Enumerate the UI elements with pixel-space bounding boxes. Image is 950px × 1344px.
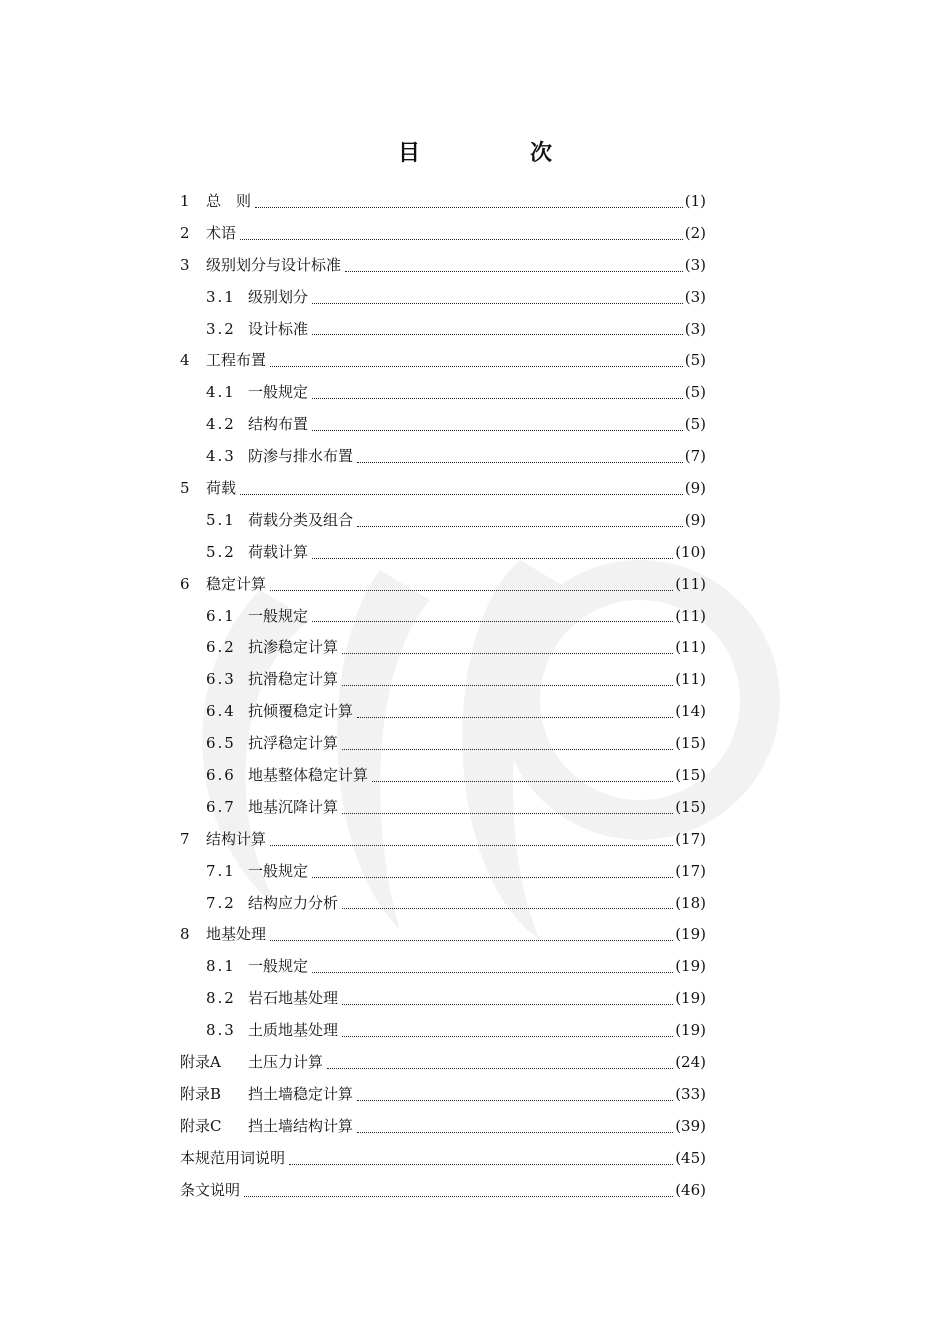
toc-entry-number: 6.1 bbox=[206, 606, 236, 625]
toc-entry-number: 5.1 bbox=[206, 510, 236, 529]
toc-entry-label: 挡土墙结构计算 bbox=[248, 1116, 354, 1135]
toc-leader-dots bbox=[312, 557, 673, 559]
toc-entry[interactable] bbox=[180, 441, 706, 473]
toc-entry[interactable] bbox=[180, 983, 706, 1015]
toc-entry[interactable] bbox=[180, 1015, 706, 1047]
toc-leader-dots bbox=[244, 1195, 673, 1197]
toc-entry-page: (7) bbox=[684, 447, 706, 466]
toc-entry[interactable] bbox=[180, 1111, 706, 1143]
toc-entry-page: (17) bbox=[675, 861, 706, 880]
toc-entry-page: (9) bbox=[684, 510, 706, 529]
toc-entry[interactable] bbox=[180, 186, 706, 218]
toc-entry-page: (11) bbox=[675, 670, 706, 689]
toc-entry-number: 5 bbox=[180, 479, 190, 497]
toc-entry[interactable] bbox=[180, 664, 706, 696]
toc-entry-label: 抗浮稳定计算 bbox=[248, 734, 339, 753]
toc-leader-dots bbox=[255, 206, 683, 208]
toc-entry-label: 荷载分类及组合 bbox=[248, 510, 354, 529]
toc-entry-page: (19) bbox=[675, 925, 706, 944]
toc-entry-page: (5) bbox=[684, 351, 706, 370]
toc-leader-dots bbox=[270, 365, 683, 367]
toc-leader-dots bbox=[240, 493, 683, 495]
toc-entry[interactable] bbox=[180, 537, 706, 569]
toc-entry-label: 结构布置 bbox=[248, 415, 309, 434]
toc-entry-number: 4.2 bbox=[206, 415, 236, 434]
toc-entry-page: (33) bbox=[675, 1084, 706, 1103]
toc-leader-dots bbox=[342, 684, 673, 686]
toc-entry-page: (11) bbox=[675, 574, 706, 593]
toc-leader-dots bbox=[342, 1035, 673, 1037]
toc-leader-dots bbox=[312, 429, 683, 431]
toc-entry-number: 6.5 bbox=[206, 734, 236, 753]
toc-entry-number: 附录C bbox=[180, 1116, 222, 1135]
toc-entry-label: 本规范用词说明 bbox=[180, 1148, 286, 1167]
toc-entry-page: (11) bbox=[675, 606, 706, 625]
toc-entry-number: 6 bbox=[180, 574, 190, 593]
toc-entry[interactable] bbox=[180, 314, 706, 346]
toc-leader-dots bbox=[342, 907, 673, 909]
toc-entry-label: 土压力计算 bbox=[248, 1053, 324, 1072]
toc-entry[interactable] bbox=[180, 569, 706, 601]
toc-entry[interactable] bbox=[180, 218, 706, 250]
toc-entry-number: 4 bbox=[180, 351, 190, 370]
toc-entry-label: 抗倾覆稳定计算 bbox=[248, 702, 354, 721]
toc-leader-dots bbox=[312, 876, 673, 878]
toc-leader-dots bbox=[357, 716, 673, 718]
toc-entry-number: 8.2 bbox=[206, 989, 236, 1008]
toc-entry-page: (45) bbox=[675, 1148, 706, 1167]
toc-leader-dots bbox=[345, 270, 683, 272]
toc-entry-page: (24) bbox=[675, 1053, 706, 1072]
toc-leader-dots bbox=[312, 397, 683, 399]
toc-entry-label: 结构应力分析 bbox=[248, 893, 339, 912]
toc-leader-dots bbox=[312, 620, 673, 622]
toc-leader-dots bbox=[357, 461, 683, 463]
toc-entry-label: 地基整体稳定计算 bbox=[248, 766, 369, 785]
toc-entry[interactable] bbox=[180, 1079, 706, 1111]
toc-entry-label: 岩石地基处理 bbox=[248, 989, 339, 1008]
toc-entry-number: 7.2 bbox=[206, 893, 236, 912]
toc-entry-label: 防渗与排水布置 bbox=[248, 447, 354, 466]
toc-entry-label: 土质地基处理 bbox=[248, 1021, 339, 1040]
toc-entry-page: (1) bbox=[684, 191, 706, 210]
toc-entry-number: 8.1 bbox=[206, 957, 236, 976]
toc-entry-number: 6.2 bbox=[206, 638, 236, 657]
toc-leader-dots bbox=[312, 971, 673, 973]
toc-entry-label: 地基处理 bbox=[206, 925, 267, 944]
toc-entry[interactable] bbox=[180, 632, 706, 664]
toc-entry[interactable] bbox=[180, 377, 706, 409]
toc-entry-label: 稳定计算 bbox=[206, 574, 267, 593]
toc-entry-number: 8 bbox=[180, 925, 190, 944]
toc-entry-number: 5.2 bbox=[206, 542, 236, 561]
toc-entry-page: (11) bbox=[675, 638, 706, 657]
toc-entry-number: 8.3 bbox=[206, 1021, 236, 1040]
toc-leader-dots bbox=[357, 525, 683, 527]
toc-entry-label: 抗渗稳定计算 bbox=[248, 638, 339, 657]
toc-leader-dots bbox=[342, 1003, 673, 1005]
toc-entry-page: (15) bbox=[675, 766, 706, 785]
toc-entry[interactable] bbox=[180, 856, 706, 888]
toc-entry-number: 4.3 bbox=[206, 447, 236, 466]
toc-entry-page: (2) bbox=[684, 223, 706, 242]
toc-entry[interactable] bbox=[180, 888, 706, 920]
toc-leader-dots bbox=[312, 333, 683, 335]
toc-entry-page: (10) bbox=[675, 542, 706, 561]
toc-leader-dots bbox=[342, 812, 673, 814]
toc-entry-number: 附录A bbox=[180, 1053, 221, 1072]
toc-entry-number: 7 bbox=[180, 829, 190, 848]
toc-entry[interactable] bbox=[180, 1143, 706, 1175]
toc-leader-dots bbox=[357, 1099, 673, 1101]
toc-entry-page: (3) bbox=[684, 255, 706, 274]
toc-entry-number: 3.2 bbox=[206, 319, 236, 338]
toc-entry-label: 挡土墙稳定计算 bbox=[248, 1084, 354, 1103]
toc-entry-number: 4.1 bbox=[206, 383, 236, 402]
toc-entry-number: 3.1 bbox=[206, 287, 236, 306]
toc-leader-dots bbox=[327, 1067, 673, 1069]
toc-entry[interactable] bbox=[180, 792, 706, 824]
toc-entry-page: (17) bbox=[675, 829, 706, 848]
toc-entry-label: 级别划分 bbox=[248, 287, 309, 306]
toc-entry[interactable] bbox=[180, 409, 706, 441]
toc-leader-dots bbox=[240, 238, 683, 240]
toc-entry[interactable] bbox=[180, 250, 706, 282]
toc-entry-label: 设计标准 bbox=[248, 319, 309, 338]
toc-leader-dots bbox=[372, 780, 673, 782]
toc-list bbox=[180, 186, 706, 1207]
toc-entry-page: (5) bbox=[684, 383, 706, 402]
toc-leader-dots bbox=[270, 844, 673, 846]
toc-leader-dots bbox=[289, 1163, 673, 1165]
toc-entry[interactable] bbox=[180, 505, 706, 537]
toc-entry-label: 总 则 bbox=[206, 191, 252, 210]
toc-entry-number: 3 bbox=[180, 255, 190, 274]
toc-entry-page: (15) bbox=[675, 734, 706, 753]
toc-entry[interactable] bbox=[180, 696, 706, 728]
toc-entry-label: 结构计算 bbox=[206, 829, 267, 848]
toc-entry[interactable] bbox=[180, 951, 706, 983]
toc-leader-dots bbox=[270, 589, 673, 591]
toc-entry-label: 级别划分与设计标准 bbox=[206, 255, 342, 274]
toc-entry[interactable] bbox=[180, 760, 706, 792]
toc-entry-label: 地基沉降计算 bbox=[248, 797, 339, 816]
toc-entry-page: (19) bbox=[675, 989, 706, 1008]
toc-entry-label: 一般规定 bbox=[248, 957, 309, 976]
toc-entry-number: 7.1 bbox=[206, 861, 236, 880]
toc-entry-number: 附录B bbox=[180, 1084, 222, 1103]
toc-entry[interactable] bbox=[180, 601, 706, 633]
toc-entry-label: 工程布置 bbox=[206, 351, 267, 370]
toc-entry[interactable] bbox=[180, 824, 706, 856]
toc-leader-dots bbox=[270, 939, 673, 941]
toc-entry[interactable] bbox=[180, 473, 706, 505]
toc-entry-number: 6.4 bbox=[206, 702, 236, 721]
toc-entry-page: (46) bbox=[675, 1180, 706, 1199]
toc-entry-page: (14) bbox=[675, 702, 706, 721]
toc-title: 目 次 bbox=[397, 140, 596, 166]
toc-entry-number: 6.7 bbox=[206, 797, 236, 816]
toc-entry[interactable] bbox=[180, 919, 706, 951]
toc-entry-page: (15) bbox=[675, 797, 706, 816]
toc-entry-label: 术语 bbox=[206, 223, 237, 242]
toc-entry-label: 条文说明 bbox=[180, 1180, 241, 1199]
toc-leader-dots bbox=[342, 748, 673, 750]
toc-entry-page: (5) bbox=[684, 415, 706, 434]
toc-entry-page: (9) bbox=[684, 479, 706, 497]
toc-entry-label: 一般规定 bbox=[248, 383, 309, 402]
toc-leader-dots bbox=[312, 302, 683, 304]
toc-entry[interactable] bbox=[180, 728, 706, 760]
toc-entry-page: (39) bbox=[675, 1116, 706, 1135]
toc-leader-dots bbox=[357, 1131, 673, 1133]
toc-entry-label: 一般规定 bbox=[248, 606, 309, 625]
toc-entry-page: (19) bbox=[675, 1021, 706, 1040]
toc-entry-label: 一般规定 bbox=[248, 861, 309, 880]
toc-entry-page: (3) bbox=[684, 319, 706, 338]
toc-entry[interactable] bbox=[180, 345, 706, 377]
toc-entry-page: (19) bbox=[675, 957, 706, 976]
toc-entry[interactable] bbox=[180, 282, 706, 314]
toc-entry-page: (18) bbox=[675, 893, 706, 912]
toc-entry-number: 6.6 bbox=[206, 766, 236, 785]
toc-entry-label: 荷载 bbox=[206, 479, 237, 497]
toc-entry-number: 6.3 bbox=[206, 670, 236, 689]
toc-entry[interactable] bbox=[180, 1175, 706, 1207]
toc-entry-page: (3) bbox=[684, 287, 706, 306]
toc-entry-label: 荷载计算 bbox=[248, 542, 309, 561]
toc-entry-number: 1 bbox=[180, 191, 190, 210]
toc-leader-dots bbox=[342, 652, 673, 654]
toc-entry[interactable] bbox=[180, 1047, 706, 1079]
toc-entry-label: 抗滑稳定计算 bbox=[248, 670, 339, 689]
toc-entry-number: 2 bbox=[180, 223, 190, 242]
